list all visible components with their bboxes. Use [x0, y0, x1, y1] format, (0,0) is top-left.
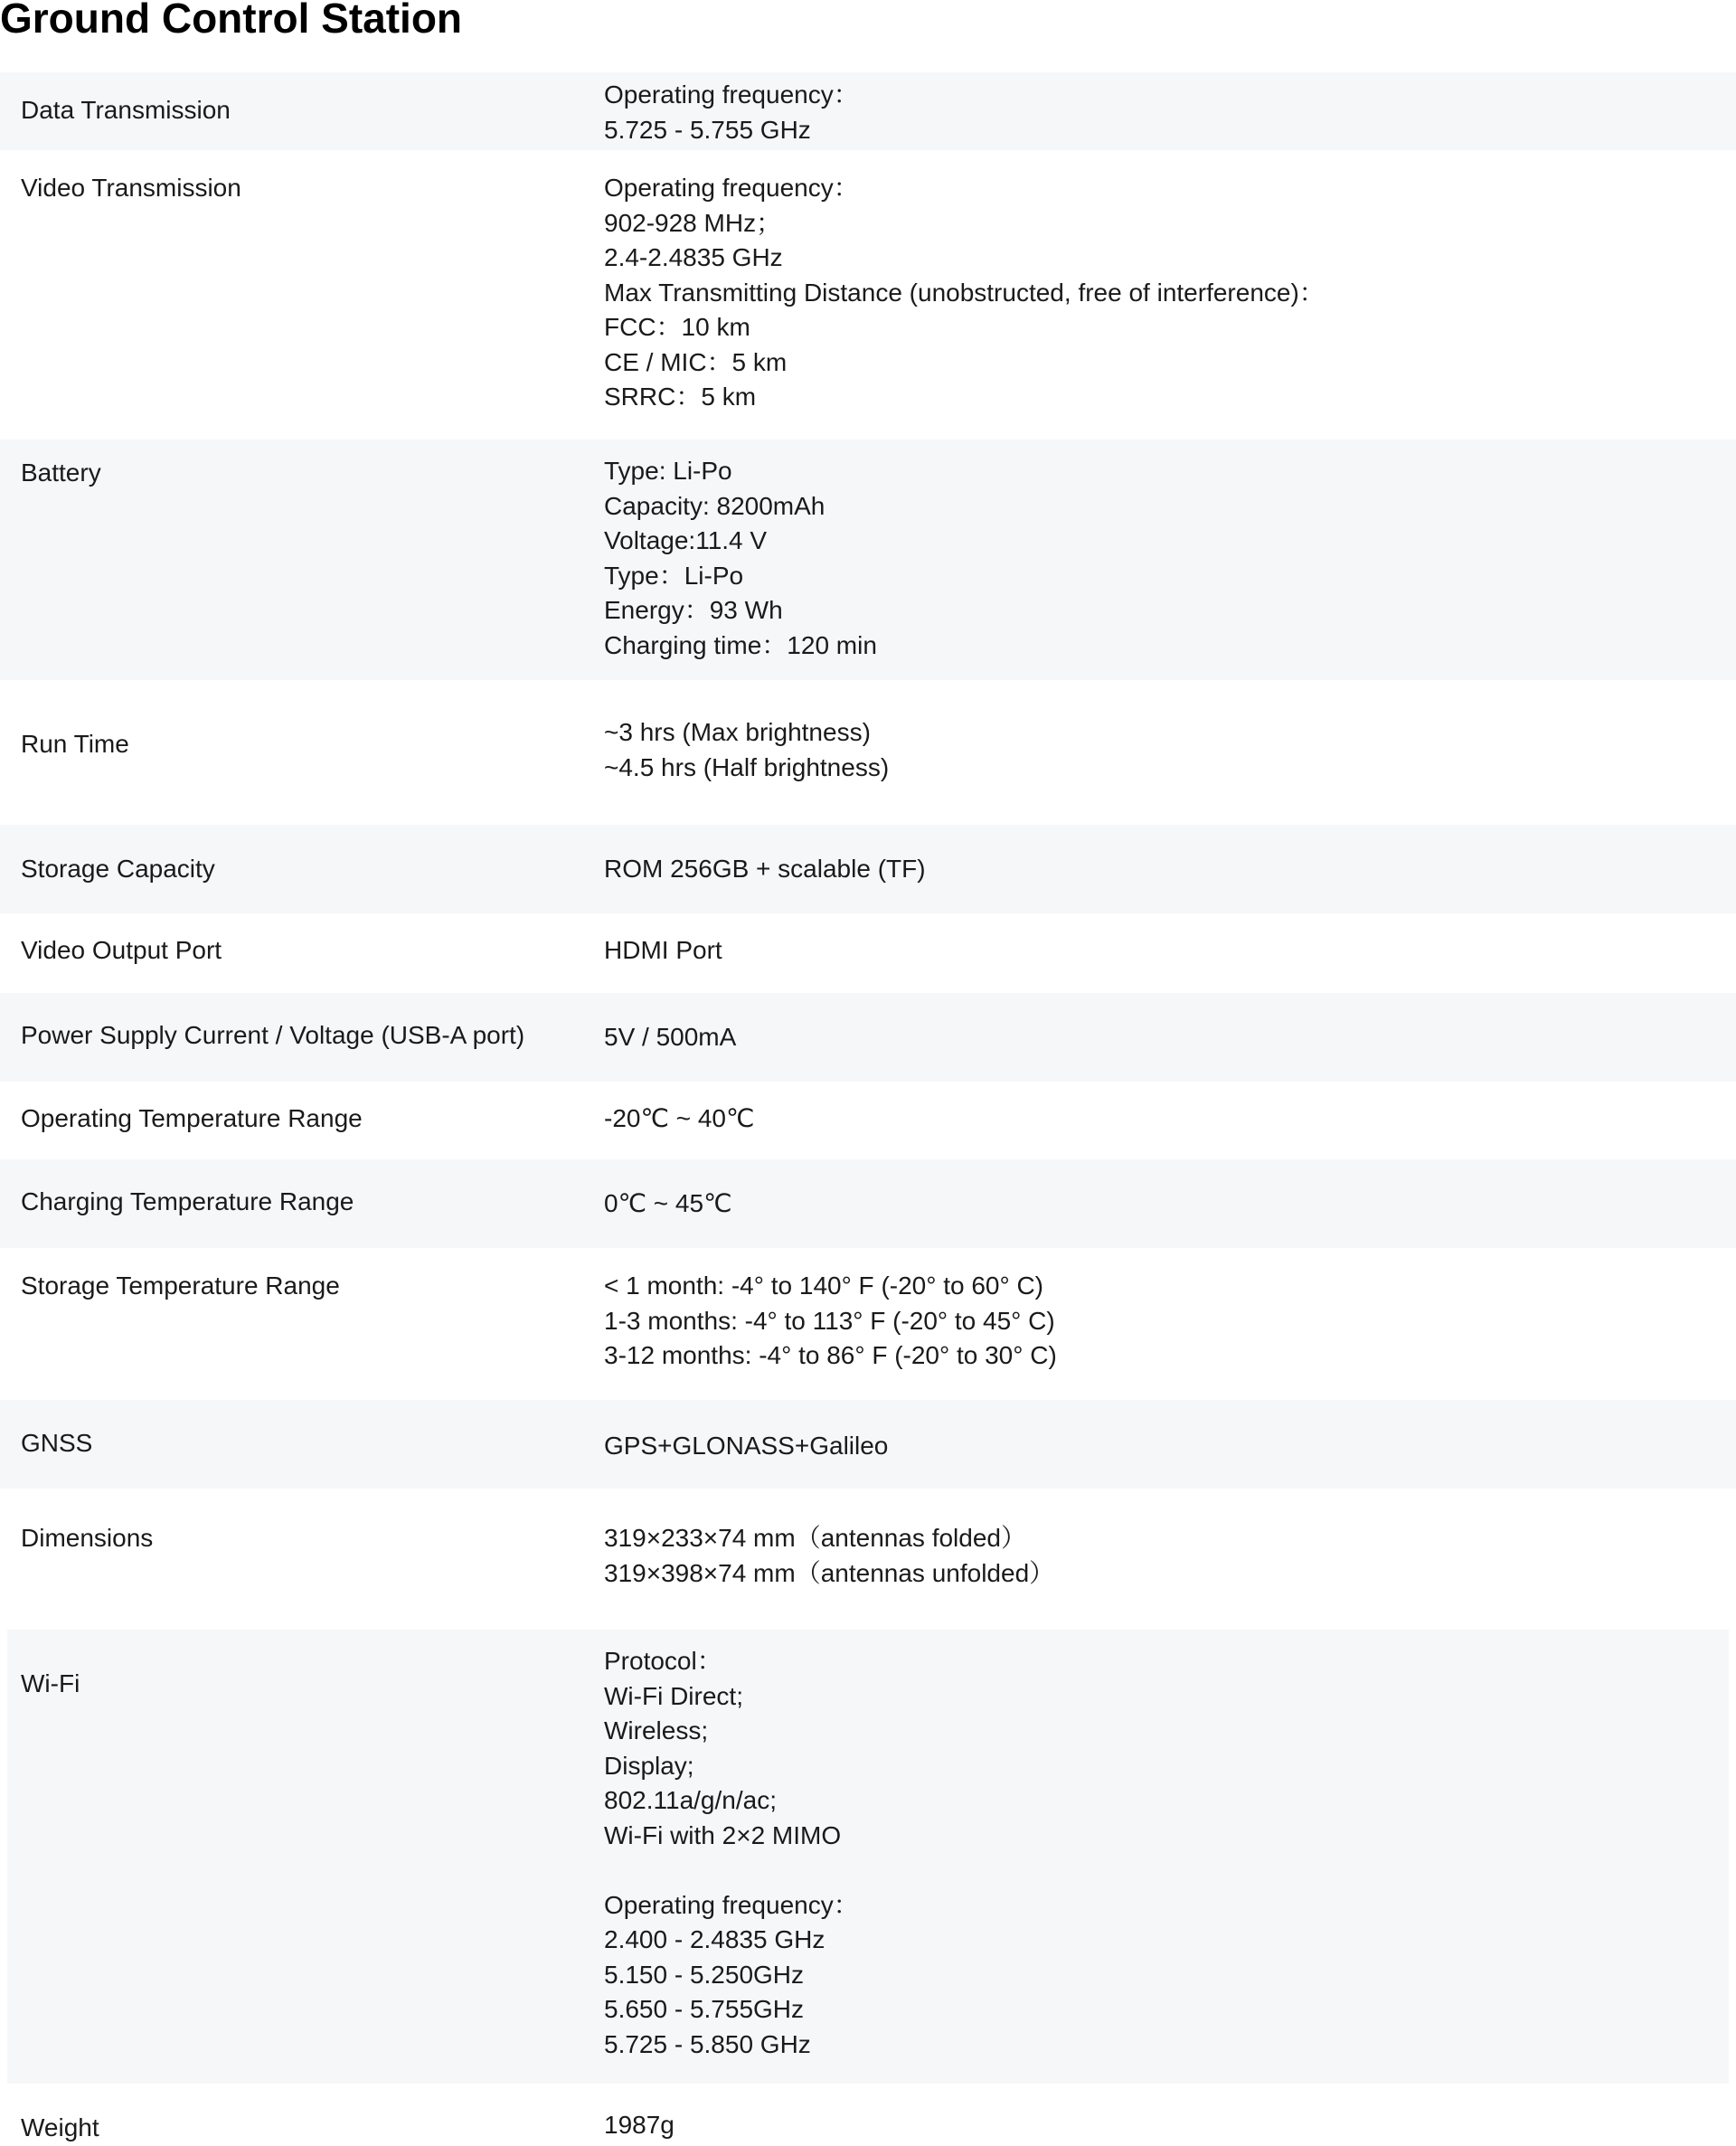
spec-value-line: GPS+GLONASS+Galileo — [604, 1432, 889, 1460]
spec-row-battery — [0, 440, 1736, 680]
spec-value-line: 5.725 - 5.755 GHz — [604, 115, 811, 144]
spec-row-gnss — [0, 1400, 1736, 1489]
spec-value-line: Wi-Fi with 2×2 MIMO — [604, 1820, 842, 1849]
spec-label: Storage Temperature Range — [21, 1272, 340, 1300]
spec-label: Operating Temperature Range — [21, 1104, 363, 1132]
spec-value — [604, 1186, 732, 1222]
spec-label: Weight — [21, 2113, 99, 2141]
spec-value-line: Operating frequency： — [604, 174, 859, 202]
spec-row-weight — [0, 2084, 1736, 2141]
spec-value-line: HDMI Port — [604, 936, 722, 964]
spec-value-line: ~3 hrs (Max brightness) — [604, 718, 871, 746]
spec-row-dimensions — [0, 1489, 1736, 1630]
spec-value — [604, 1020, 736, 1055]
spec-label: Run Time — [21, 730, 129, 758]
spec-value-line: Operating frequency： — [604, 1890, 859, 1919]
spec-value-line: FCC：10 km — [604, 313, 750, 341]
spec-value-line: Energy：93 Wh — [604, 596, 783, 624]
page-title: Ground Control Station — [0, 0, 463, 42]
spec-value-line: 802.11a/g/n/ac; — [604, 1786, 777, 1814]
spec-value-line: Type: Li-Po — [604, 457, 732, 485]
spec-value-line: Wi-Fi Direct; — [604, 1681, 743, 1710]
spec-value-line: Wireless; — [604, 1716, 709, 1744]
spec-label: Dimensions — [21, 1524, 154, 1552]
spec-value-line: 2.4-2.4835 GHz — [604, 243, 783, 271]
spec-row-video-output-port — [0, 913, 1736, 993]
spec-value-line: 5.725 - 5.850 GHz — [604, 2029, 811, 2058]
spec-value-line: 1987g — [604, 2111, 675, 2139]
spec-value — [604, 1101, 754, 1137]
spec-value-line: 5.650 - 5.755GHz — [604, 1995, 805, 2023]
spec-label: Power Supply Current / Voltage (USB-A port) — [21, 1021, 525, 1049]
spec-label: Data Transmission — [21, 96, 231, 124]
spec-value-line: Operating frequency： — [604, 80, 859, 109]
spec-value — [604, 171, 1325, 415]
spec-row-operating-temperature-range — [0, 1082, 1736, 1159]
spec-row-data-transmission — [0, 72, 1736, 150]
spec-value — [604, 1429, 888, 1464]
spec-value-line: 0℃ ~ 45℃ — [604, 1189, 732, 1217]
spec-value-line: Charging time：120 min — [604, 630, 877, 659]
spec-value-line: Protocol： — [604, 1647, 722, 1675]
spec-value-line — [604, 1853, 859, 1888]
spec-value-line: CE / MIC：5 km — [604, 347, 788, 376]
spec-value-line: 902-928 MHz； — [604, 208, 782, 237]
spec-value-line: Display; — [604, 1751, 694, 1780]
spec-value — [604, 1521, 1054, 1591]
spec-label: Storage Capacity — [21, 855, 215, 883]
spec-row-video-transmission — [0, 150, 1736, 440]
spec-value-line: ~4.5 hrs (Half brightness) — [604, 752, 890, 781]
spec-label: Wi-Fi — [21, 1669, 80, 1697]
spec-value-line: 5.150 - 5.250GHz — [604, 1960, 805, 1989]
spec-value-line: 319×233×74 mm（antennas folded） — [604, 1524, 1026, 1552]
spec-value-line: Type：Li-Po — [604, 561, 744, 590]
spec-row-storage-temperature-range — [0, 1248, 1736, 1400]
spec-row-wi-fi — [7, 1630, 1729, 2084]
spec-value — [604, 1269, 1057, 1374]
spec-value — [604, 2108, 675, 2143]
spec-value-line: 1-3 months: -4° to 113° F (-20° to 45° C) — [604, 1306, 1055, 1335]
spec-label: Charging Temperature Range — [21, 1187, 354, 1215]
spec-value — [604, 1644, 859, 2062]
spec-value-line: 2.400 - 2.4835 GHz — [604, 1925, 826, 1953]
spec-value-line: Max Transmitting Distance (unobstructed, free of interference)： — [604, 278, 1325, 307]
spec-label: GNSS — [21, 1429, 93, 1457]
spec-value-line: SRRC：5 km — [604, 383, 757, 411]
spec-label: Battery — [21, 459, 101, 487]
spec-value-line: Capacity: 8200mAh — [604, 491, 826, 520]
spec-value — [604, 454, 877, 663]
spec-row-storage-capacity — [0, 825, 1736, 913]
spec-row-charging-temperature-range — [0, 1159, 1736, 1248]
spec-value-line: 5V / 500mA — [604, 1023, 737, 1051]
spec-value-line: -20℃ ~ 40℃ — [604, 1104, 755, 1132]
spec-row-power-supply-current-voltage-usb-a-port — [0, 993, 1736, 1082]
spec-value-line: 319×398×74 mm（antennas unfolded） — [604, 1558, 1055, 1587]
spec-value-line: 3-12 months: -4° to 86° F (-20° to 30° C) — [604, 1341, 1057, 1369]
spec-row-run-time — [0, 680, 1736, 825]
spec-value — [604, 852, 926, 887]
spec-label: Video Transmission — [21, 174, 241, 202]
spec-value-line: < 1 month: -4° to 140° F (-20° to 60° C) — [604, 1272, 1044, 1300]
spec-value-line: ROM 256GB + scalable (TF) — [604, 855, 926, 883]
spec-value — [604, 78, 859, 147]
spec-label: Video Output Port — [21, 936, 222, 964]
spec-value — [604, 715, 889, 785]
spec-value — [604, 933, 722, 969]
spec-value-line: Voltage:11.4 V — [604, 526, 768, 554]
